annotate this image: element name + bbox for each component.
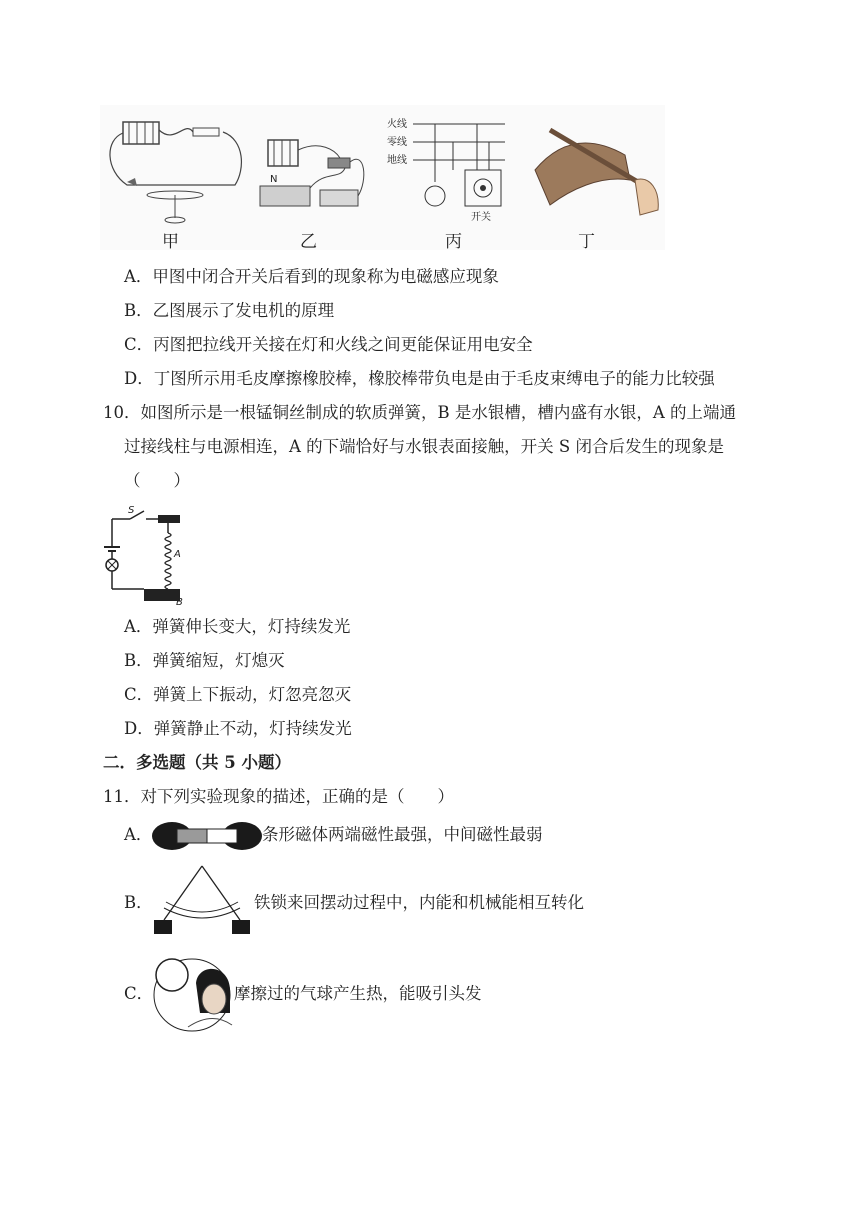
wire-label-ground: 地线: [387, 155, 407, 166]
q11-option-b-letter: B．: [124, 893, 153, 912]
figure-jia-circuit: [105, 110, 245, 230]
q9-figures: [100, 105, 665, 250]
q9-option-a: A．甲图中闭合开关后看到的现象称为电磁感应现象: [124, 267, 499, 286]
balloon-hair-image: [152, 953, 234, 1033]
bar-magnet-image: [152, 816, 262, 856]
q11-option-c-text: 摩擦过的气球产生热，能吸引头发: [234, 984, 482, 1003]
section-title: 二．多选题（共 5 小题）: [103, 753, 291, 772]
q10-option-c: C．弹簧上下振动，灯忽亮忽灭: [124, 685, 352, 704]
wire-label-neutral: 零线: [387, 137, 407, 148]
q11-option-a-letter: A．: [124, 825, 153, 844]
diagram-label-a: A: [174, 549, 181, 560]
q10-option-a: A．弹簧伸长变大，灯持续发光: [124, 617, 351, 636]
q10-option-b: B．弹簧缩短，灯熄灭: [124, 651, 285, 670]
svg-text:N: N: [270, 174, 278, 185]
q9-option-d: D．丁图所示用毛皮摩擦橡胶棒，橡胶棒带负电是由于毛皮束缚电子的能力比较强: [124, 369, 715, 388]
figure-label-jia: 甲: [162, 232, 179, 252]
q10-stem-line-1: 10．如图所示是一根锰铜丝制成的软质弹簧，B 是水银槽，槽内盛有水银，A 的上端通: [103, 403, 737, 422]
q11-option-c-letter: C．: [124, 984, 154, 1003]
q10-circuit-diagram: [100, 505, 190, 608]
q10-option-d: D．弹簧静止不动，灯持续发光: [124, 719, 352, 738]
figure-ding-rod-fur: [530, 110, 660, 230]
figure-yi-apparatus: [250, 110, 370, 230]
q11-stem: 11．对下列实验现象的描述，正确的是（ ）: [103, 787, 454, 806]
q10-stem-line-2: 过接线柱与电源相连，A 的下端恰好与水银表面接触，开关 S 闭合后发生的现象是: [124, 437, 724, 456]
pendulum-lock-image: [152, 864, 252, 939]
figure-bing-wiring: [385, 110, 515, 230]
q9-option-b: B．乙图展示了发电机的原理: [124, 301, 335, 320]
wire-label-live: 火线: [387, 119, 407, 130]
figure-label-ding: 丁: [578, 232, 595, 252]
diagram-label-s: S: [128, 505, 135, 516]
switch-label: 开关: [471, 212, 491, 223]
q9-option-c: C．丙图把拉线开关接在灯和火线之间更能保证用电安全: [124, 335, 533, 354]
q11-option-a-text: 条形磁体两端磁性最强，中间磁性最弱: [262, 825, 543, 844]
figure-label-bing: 丙: [445, 232, 462, 252]
diagram-label-b: B: [176, 597, 183, 608]
q10-stem-line-3: （ ）: [124, 471, 190, 490]
q11-option-b-text: 铁锁来回摆动过程中，内能和机械能相互转化: [254, 893, 584, 912]
figure-label-yi: 乙: [300, 232, 317, 252]
